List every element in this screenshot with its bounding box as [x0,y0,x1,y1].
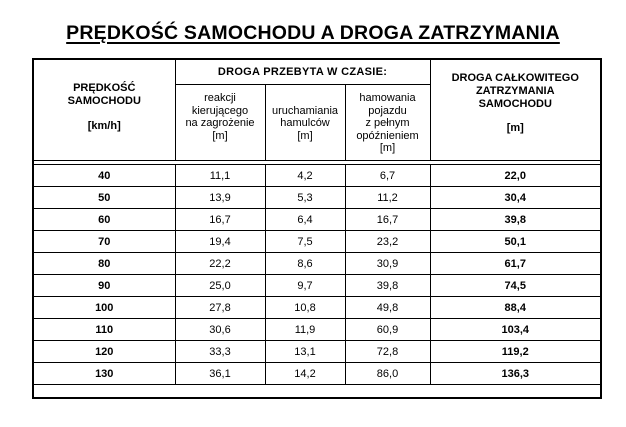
header-total-line: DROGA CAŁKOWITEGO [451,72,579,84]
cell-braking: 39,8 [345,275,430,297]
table-row [34,165,600,187]
cell-braking: 16,7 [345,209,430,231]
stopping-distance-table [34,60,600,385]
header-reaction [175,85,265,161]
cell-total: 39,8 [430,209,600,231]
header-reaction-unit: [m] [212,129,228,142]
cell-braking: 23,2 [345,231,430,253]
cell-reaction: 16,7 [175,209,265,231]
header-reaction-line: kierującego [191,104,249,117]
cell-total: 119,2 [430,341,600,363]
cell-brake-start: 10,8 [265,297,345,319]
cell-reaction: 22,2 [175,253,265,275]
header-braking-unit: [m] [379,142,396,154]
cell-speed: 70 [34,231,175,253]
cell-braking: 72,8 [345,341,430,363]
header-brake-start-line: hamulców [280,117,330,129]
cell-total: 22,0 [430,165,600,187]
header-braking-line: opóźnieniem [356,129,419,142]
cell-reaction: 27,8 [175,297,265,319]
cell-total: 103,4 [430,319,600,341]
header-total [430,60,600,161]
cell-brake-start: 7,5 [265,231,345,253]
cell-reaction: 36,1 [175,363,265,385]
cell-reaction: 19,4 [175,231,265,253]
cell-brake-start: 13,1 [265,341,345,363]
table-row [34,341,600,363]
header-braking [345,85,430,161]
cell-speed: 130 [34,363,175,385]
table-row [34,363,600,385]
cell-brake-start: 6,4 [265,209,345,231]
cell-speed: 120 [34,341,175,363]
cell-total: 136,3 [430,363,600,385]
cell-reaction: 30,6 [175,319,265,341]
cell-total: 61,7 [430,253,600,275]
table-row [34,319,600,341]
header-speed-unit: [km/h] [87,120,121,132]
table-row [34,209,600,231]
header-braking-line: hamowania [359,92,416,104]
cell-reaction: 33,3 [175,341,265,363]
table-frame [32,58,602,399]
cell-brake-start: 5,3 [265,187,345,209]
header-speed [34,60,175,161]
header-brake-start [265,85,345,161]
cell-braking: 60,9 [345,319,430,341]
header-total-line: SAMOCHODU [478,98,552,110]
cell-braking: 6,7 [345,165,430,187]
table-row [34,297,600,319]
header-total-line: ZATRZYMANIA [475,85,555,97]
cell-braking: 30,9 [345,253,430,275]
cell-braking: 49,8 [345,297,430,319]
cell-speed: 50 [34,187,175,209]
table-row [34,187,600,209]
cell-brake-start: 11,9 [265,319,345,341]
cell-speed: 110 [34,319,175,341]
cell-brake-start: 9,7 [265,275,345,297]
table-row [34,275,600,297]
header-speed-line: PRĘDKOŚĆ [73,82,136,94]
cell-brake-start: 8,6 [265,253,345,275]
cell-total: 50,1 [430,231,600,253]
header-speed-line: SAMOCHODU [67,95,141,107]
cell-speed: 100 [34,297,175,319]
cell-total: 88,4 [430,297,600,319]
header-braking-line: pojazdu [368,104,407,117]
cell-brake-start: 14,2 [265,363,345,385]
cell-reaction: 13,9 [175,187,265,209]
header-brake-start-unit: [m] [297,129,313,142]
table-row [34,253,600,275]
cell-speed: 80 [34,253,175,275]
cell-total: 74,5 [430,275,600,297]
header-distance-group: DROGA PRZEBYTA W CZASIE: [175,60,430,85]
cell-braking: 86,0 [345,363,430,385]
cell-reaction: 25,0 [175,275,265,297]
header-reaction-line: reakcji [204,92,236,104]
header-reaction-line: na zagrożenie [185,117,255,129]
header-brake-start-line: uruchamiania [271,104,339,117]
header-braking-line: z pełnym [365,117,410,129]
page-title [0,22,626,45]
cell-total: 30,4 [430,187,600,209]
table-row [34,231,600,253]
cell-braking: 11,2 [345,187,430,209]
header-total-unit: [m] [506,122,524,134]
title-text: PRĘDKOŚĆ SAMOCHODU A DROGA ZATRZYMANIA [66,22,560,44]
cell-reaction: 11,1 [175,165,265,187]
cell-speed: 60 [34,209,175,231]
cell-speed: 90 [34,275,175,297]
cell-brake-start: 4,2 [265,165,345,187]
cell-speed: 40 [34,165,175,187]
